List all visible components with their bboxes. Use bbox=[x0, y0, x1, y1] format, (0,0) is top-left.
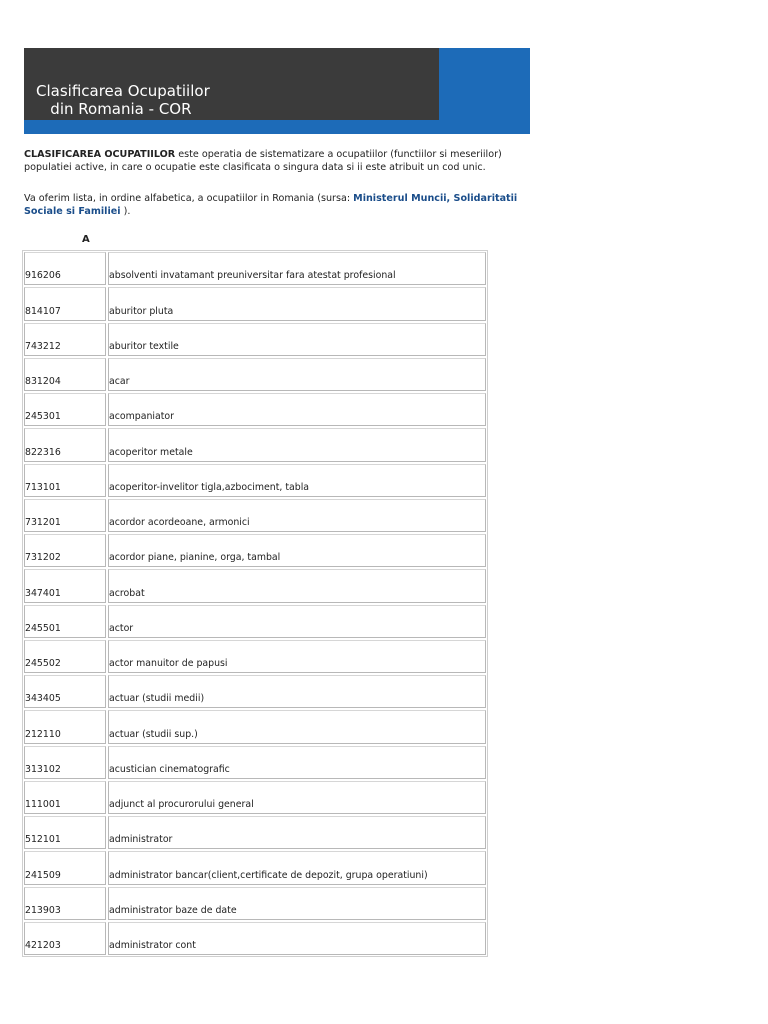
occupation-name: acoperitor-invelitor tigla,azbociment, tabla bbox=[108, 464, 486, 497]
table-row bbox=[24, 428, 486, 461]
occupation-name: adjunct al procurorului general bbox=[108, 781, 486, 814]
table-row bbox=[24, 569, 486, 602]
occupation-name: actor manuitor de papusi bbox=[108, 640, 486, 673]
occupation-name: actuar (studii medii) bbox=[108, 675, 486, 708]
table-row bbox=[24, 816, 486, 849]
table-row bbox=[24, 710, 486, 743]
table-row bbox=[24, 287, 486, 320]
occupation-code: 731202 bbox=[24, 534, 106, 567]
occupation-name: aburitor textile bbox=[108, 323, 486, 356]
occupation-code: 512101 bbox=[24, 816, 106, 849]
occupation-code: 421203 bbox=[24, 922, 106, 955]
occupation-name: actuar (studii sup.) bbox=[108, 710, 486, 743]
table-row bbox=[24, 358, 486, 391]
ministry-link[interactable]: Ministerul Muncii, Solidaritatii Sociale si Familiei bbox=[24, 193, 518, 217]
occupation-code: 212110 bbox=[24, 710, 106, 743]
intro-paragraph bbox=[24, 149, 524, 174]
occupation-code: 343405 bbox=[24, 675, 106, 708]
occupation-name: administrator bbox=[108, 816, 486, 849]
table-row bbox=[24, 851, 486, 884]
table-row bbox=[24, 640, 486, 673]
occupation-code: 743212 bbox=[24, 323, 106, 356]
occupation-name: absolventi invatamant preuniversitar fara atestat profesional bbox=[108, 252, 486, 285]
occupation-name: acrobat bbox=[108, 569, 486, 602]
table-row bbox=[24, 887, 486, 920]
intro-bold-term: CLASIFICAREA OCUPATIILOR bbox=[24, 149, 176, 160]
occupation-name: acoperitor metale bbox=[108, 428, 486, 461]
occupation-name: administrator bancar(client,certificate de depozit, grupa operatiuni) bbox=[108, 851, 486, 884]
occupation-name: acar bbox=[108, 358, 486, 391]
section-letter: A bbox=[82, 234, 90, 245]
occupation-code: 822316 bbox=[24, 428, 106, 461]
table-row bbox=[24, 605, 486, 638]
occupation-name: acustician cinematografic bbox=[108, 746, 486, 779]
table-row bbox=[24, 534, 486, 567]
occupation-name: aburitor pluta bbox=[108, 287, 486, 320]
table-row bbox=[24, 393, 486, 426]
occupation-code: 213903 bbox=[24, 887, 106, 920]
occupation-name: acordor piane, pianine, orga, tambal bbox=[108, 534, 486, 567]
source-text-after: ). bbox=[120, 205, 131, 217]
occupation-code: 245502 bbox=[24, 640, 106, 673]
table-row bbox=[24, 922, 486, 955]
header-title-block bbox=[24, 48, 439, 120]
occupation-code: 241509 bbox=[24, 851, 106, 884]
table-row bbox=[24, 675, 486, 708]
occupation-code: 111001 bbox=[24, 781, 106, 814]
source-text-before: Va oferim lista, in ordine alfabetica, a ocupatiilor in Romania (sursa: bbox=[24, 193, 354, 204]
occupations-table bbox=[22, 250, 488, 957]
table-row bbox=[24, 464, 486, 497]
page-title: Clasificarea Ocupatiilor din Romania - COR bbox=[36, 82, 210, 118]
occupation-code: 731201 bbox=[24, 499, 106, 532]
source-paragraph bbox=[24, 193, 524, 218]
occupation-code: 245301 bbox=[24, 393, 106, 426]
table-row bbox=[24, 252, 486, 285]
occupation-name: administrator baze de date bbox=[108, 887, 486, 920]
occupation-code: 814107 bbox=[24, 287, 106, 320]
table-row bbox=[24, 499, 486, 532]
occupation-code: 916206 bbox=[24, 252, 106, 285]
table-row bbox=[24, 781, 486, 814]
occupation-code: 831204 bbox=[24, 358, 106, 391]
occupation-name: administrator cont bbox=[108, 922, 486, 955]
occupation-code: 713101 bbox=[24, 464, 106, 497]
occupation-code: 347401 bbox=[24, 569, 106, 602]
header-banner bbox=[24, 48, 530, 134]
table-row bbox=[24, 323, 486, 356]
occupation-code: 313102 bbox=[24, 746, 106, 779]
intro-text: este operatia de sistematizare a ocupatiilor (functiilor si meseriilor) populatiei active, in care o ocupatie este clasificata o singura data si ii este atribuit un cod unic. bbox=[24, 149, 502, 173]
occupation-name: actor bbox=[108, 605, 486, 638]
occupation-name: acompaniator bbox=[108, 393, 486, 426]
occupation-code: 245501 bbox=[24, 605, 106, 638]
table-row bbox=[24, 746, 486, 779]
occupation-name: acordor acordeoane, armonici bbox=[108, 499, 486, 532]
